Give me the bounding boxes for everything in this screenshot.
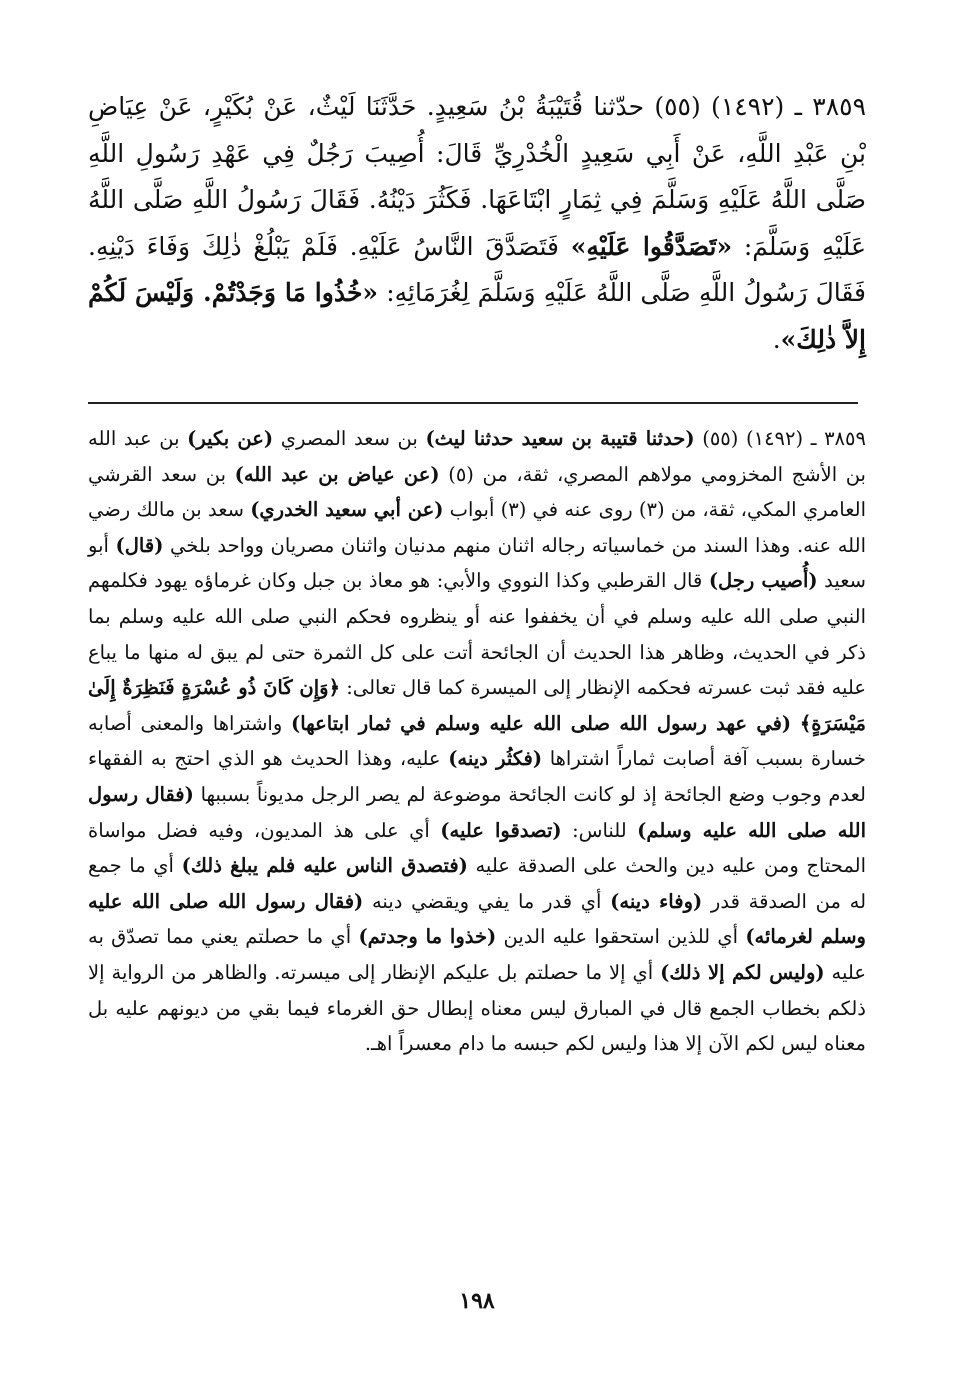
commentary-segment: بن سعد القرشي العامري المكي، ثقة، من (٣) روى عنه في (٣) أبواب	[88, 462, 867, 522]
commentary-text	[88, 421, 866, 1062]
commentary-bold-segment: (فقال رسول الله صلى الله عليه وسلم لغرمائه)	[88, 889, 866, 949]
commentary-bold-segment: (في عهد رسول الله صلى الله عليه وسلم في ثمار ابتاعها)	[290, 711, 792, 735]
commentary-segment: أي ما جمع له من الصدقة قدر	[88, 854, 867, 913]
commentary-segment: بن عبد الله بن الأشج المخزومي مولاهم المصري، ثقة، من (٥)	[88, 427, 866, 486]
page-number: ١٩٨	[459, 1288, 495, 1314]
commentary-bold-segment: (تصدقوا عليه)	[440, 818, 562, 842]
commentary-segment: أي للذين استحقوا عليه الدين	[496, 925, 746, 949]
commentary-bold-segment: (فكثُر دينه)	[448, 747, 543, 771]
commentary-segment: ٣٨٥٩ ـ (١٤٩٢) (٥٥)	[694, 427, 866, 450]
hadith-text	[88, 84, 866, 363]
commentary-segment: أي قدر ما يفي ويقضي دينه	[363, 889, 611, 913]
commentary-segment: واشتراها والمعنى أصابه خسارة بسبب آفة أصابت ثماراً اشتراها	[88, 711, 866, 771]
commentary-segment: أي ما حصلتم يعني مما تصدّق به عليه	[88, 925, 866, 984]
commentary-segment: سعد بن مالك رضي الله عنه. وهذا السند من خماسياته رجاله اثنان منهم مدنيان واثنان مصريان وواحد بلخي	[88, 498, 866, 557]
commentary-paragraph	[88, 421, 866, 1062]
commentary-segment: أي إلا ما حصلتم بل عليكم الإنظار إلى ميسرته. والظاهر من الرواية إلا ذلكم بخطاب الجمع قال في المبارق ليس معناه إبطال حق الغرماء فيما بقي من ديونهم عليه بل معناه ليس لكم الآن إلا هذا وليس لكم حبسه ما دام معسراً اهـ.	[88, 960, 866, 1056]
footnote-divider	[88, 402, 858, 404]
commentary-segment: عليه، وهذا الحديث هو الذي احتج به الفقهاء لعدم وجوب وضع الجائحة إذ لو كانت الجائحة موضوعة لم يصر الرجل مديوناً بسببها	[88, 747, 867, 806]
hadith-paragraph	[88, 84, 866, 363]
commentary-bold-segment: (أُصيب رجل)	[708, 569, 818, 593]
commentary-bold-segment: (عن أبي سعيد الخدري)	[250, 498, 444, 522]
commentary-segment: أبو سعيد	[88, 533, 866, 593]
commentary-segment: قال القرطبي وكذا النووي والأبي: هو معاذ بن جبل وكان غرماؤه يهود فكلمهم النبي صلى الله عليه وسلم في أن يخففوا عنه أو ينظروه فحكم النبي صلى الله عليه وسلم بما ذكر في الحديث، وظاهر هذا الحديث أن الجائحة أتت على كل الثمرة حتى لم يبق له منها ما يباع عليه فقد ثبت عسرته فحكمه الإنظار إلى الميسرة كما قال تعالى:	[88, 569, 867, 700]
commentary-bold-segment: (عن بكير)	[187, 427, 274, 450]
commentary-bold-segment: (قال)	[115, 533, 164, 557]
commentary-bold-segment: (وليس لكم إلا ذلك)	[660, 960, 825, 984]
commentary-bold-segment: (خذوا ما وجدتم)	[358, 925, 497, 949]
commentary-segment	[791, 712, 800, 735]
quran-verse: ﴿وَإِن كَانَ ذُو عُسْرَةٍ فَنَظِرَةٌ إِلَىٰ مَيْسَرَةٍ﴾	[88, 676, 866, 735]
commentary-bold-segment: (حدثنا قتيبة بن سعيد حدثنا ليث)	[425, 427, 695, 450]
commentary-segment: بن سعد المصري	[273, 427, 426, 450]
commentary-bold-segment: (فتصدق الناس عليه فلم يبلغ ذلك)	[181, 854, 468, 878]
commentary-segment: للناس:	[561, 818, 638, 842]
commentary-bold-segment: (وفاء دينه)	[610, 889, 703, 913]
hadith-text-segment: .	[772, 324, 781, 354]
hadith-text-segment: فَتَصَدَّقَ النَّاسُ عَلَيْهِ. فَلَمْ يَبْلُغْ ذٰلِكَ وَفَاءَ دَيْنِهِ. فَقَالَ رَسُولُ اللَّهِ صَلَّى اللَّهُ عَلَيْهِ وَسَلَّمَ لِغُرَمَائِهِ:	[88, 231, 866, 307]
hadith-chain: ٣٨٥٩ ـ (١٤٩٢) (٥٥) حدّثنا قُتَيْبَةُ بْنُ سَعِيدٍ. حَدَّثَنَا لَيْثٌ، عَنْ بُكَيْرٍ، عَنْ عِيَاضِ بْنِ عَبْدِ اللَّهِ، عَنْ أَبِي سَعِيدٍ الْخُدْرِيِّ قَالَ: أُصِيبَ رَجُلٌ فِي عَهْدِ رَسُولِ اللَّهِ صَلَّى اللَّهُ عَلَيْهِ وَسَلَّمَ فِي ثِمَارٍ ابْتَاعَهَا. فَكَثُرَ دَيْنُهُ. فَقَالَ رَسُولُ اللَّهِ صَلَّى اللَّهُ عَلَيْهِ وَسَلَّمَ:	[88, 92, 867, 261]
hadith-quote: «تَصَدَّقُوا عَلَيْهِ»	[570, 231, 733, 261]
commentary-segment: أي على هذ المديون، وفيه فضل مواساة المحتاج ومن عليه دين والحث على الصدقة عليه	[88, 818, 866, 878]
commentary-bold-segment: (فقال رسول الله صلى الله عليه وسلم)	[88, 782, 866, 842]
hadith-quote: «خُذُوا مَا وَجَدْتُمْ. وَلَيْسَ لَكُمْ إِلاَّ ذٰلِكَ»	[88, 278, 866, 354]
commentary-bold-segment: (عن عياض بن عبد الله)	[234, 462, 440, 486]
